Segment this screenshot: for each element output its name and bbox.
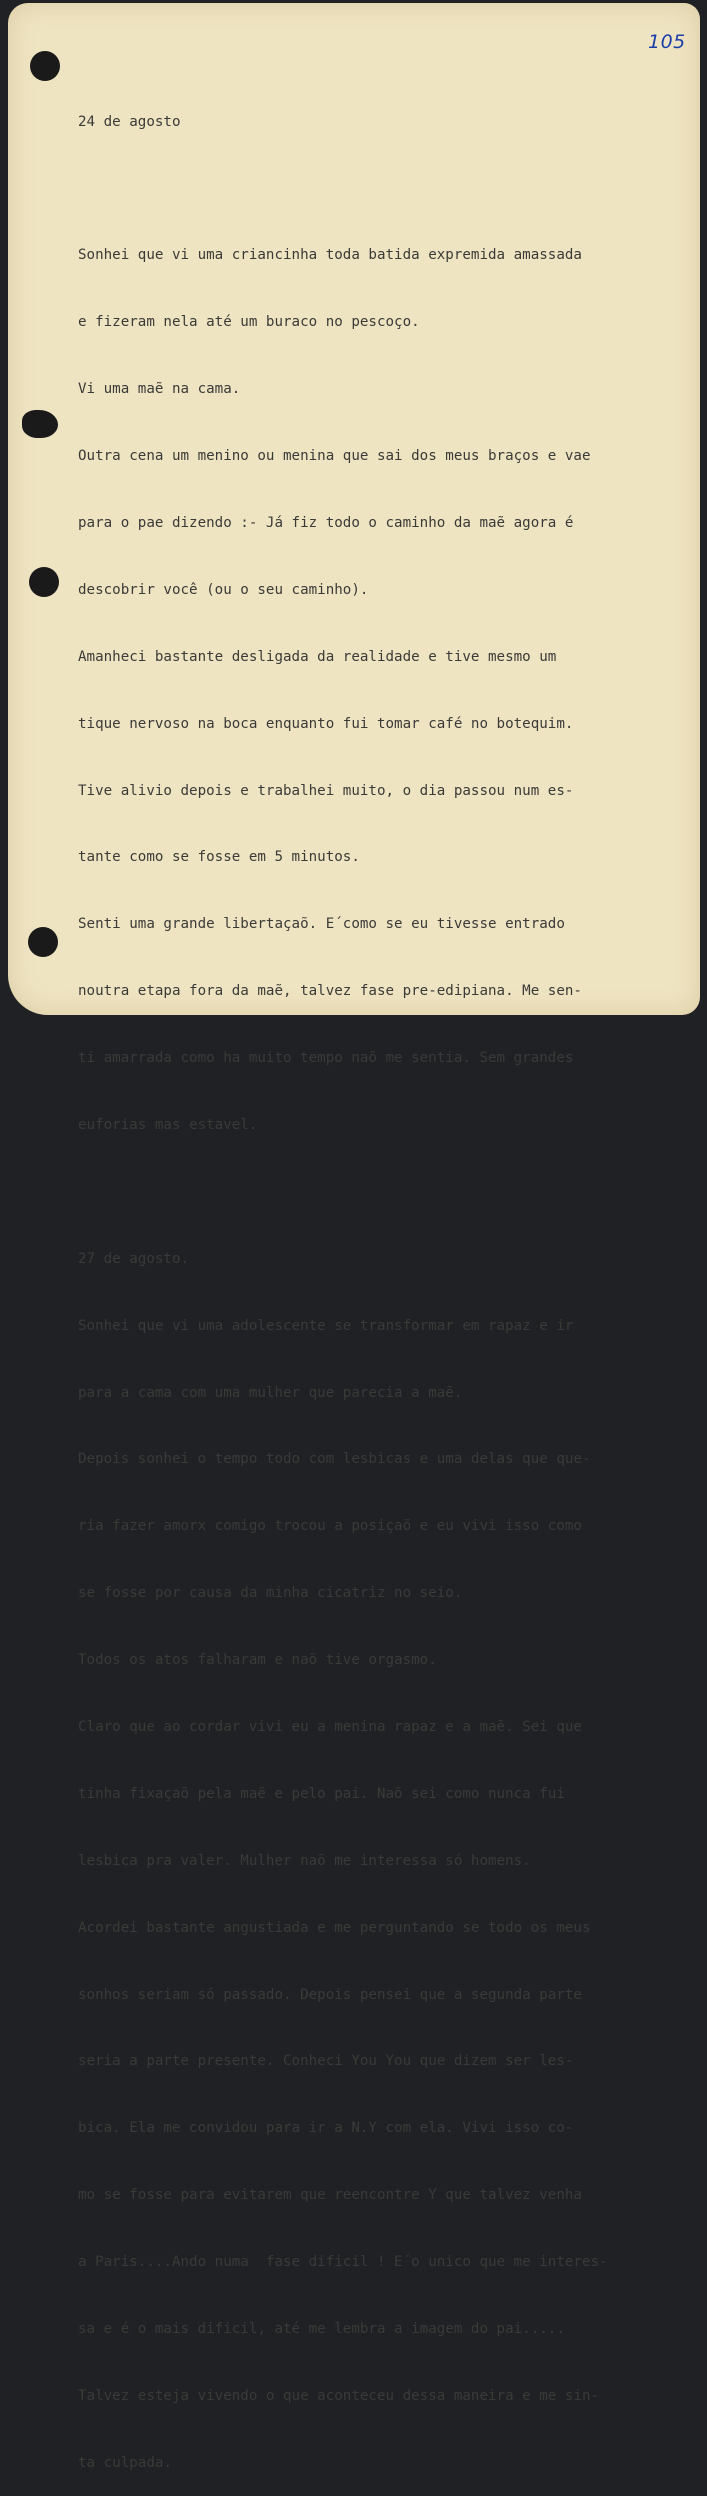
text-line: sonhos seriam só passado. Depois pensei que a segunda parte bbox=[78, 1986, 582, 2003]
text-line: Todos os atos falharam e naõ tive orgasmo. bbox=[78, 1652, 437, 1669]
text-line: Outra cena um menino ou menina que sai dos meus braços e vae bbox=[78, 448, 591, 465]
text-line: Vi uma maẽ na cama. bbox=[78, 381, 241, 398]
text-line: descobrir você (ou o seu caminho). bbox=[78, 581, 369, 598]
blank-line bbox=[78, 177, 698, 199]
punch-hole bbox=[30, 51, 60, 81]
text-line: Senti uma grande libertaçaõ. E´como se eu tivesse entrado bbox=[78, 916, 565, 933]
punch-hole bbox=[28, 927, 58, 957]
text-line: Depois sonhei o tempo todo com lesbicas e uma delas que que- bbox=[78, 1451, 591, 1468]
text-line: noutra etapa fora da maẽ, talvez fase pre-edipiana. Me sen- bbox=[78, 983, 582, 1000]
text-line: tinha fixaçaõ pela maẽ e pelo pai. Naõ sei como nunca fui bbox=[78, 1785, 565, 1802]
text-line: Acordei bastante angustiada e me perguntando se todo os meus bbox=[78, 1919, 591, 1936]
entry-date: 24 de agosto bbox=[78, 113, 181, 130]
blank-line bbox=[78, 1181, 698, 1203]
text-line: ria fazer amorx comigo trocou a posiçaõ e eu vivi isso como bbox=[78, 1518, 582, 1535]
text-line: Sonhei que vi uma adolescente se transformar em rapaz e ir bbox=[78, 1317, 574, 1334]
text-line: a Paris....Ando numa fase dificil ! E´o unico que me interes- bbox=[78, 2254, 608, 2271]
page-number: 105 bbox=[648, 31, 686, 53]
text-line: se fosse por causa da minha cicatriz no seio. bbox=[78, 1585, 463, 1602]
text-line: Talvez esteja vivendo o que aconteceu dessa maneira e me sin- bbox=[78, 2387, 600, 2404]
text-line: Sonhei que vi uma criancinha toda batida expremida amassada bbox=[78, 247, 582, 264]
punch-hole bbox=[22, 410, 58, 438]
text-line: para a cama com uma mulher que parecia a maẽ. bbox=[78, 1384, 463, 1401]
text-line: seria a parte presente. Conheci You You que dizem ser les- bbox=[78, 2053, 574, 2070]
text-line: Amanheci bastante desligada da realidade e tive mesmo um bbox=[78, 648, 557, 665]
text-line: sa e é o mais dificil, até me lembra a imagem do pai..... bbox=[78, 2320, 565, 2337]
text-line: mo se fosse para evitarem que reencontre Y que talvez venha bbox=[78, 2187, 582, 2204]
text-line: ti amarrada como ha muito tempo naõ me sentia. Sem grandes bbox=[78, 1050, 574, 1067]
entry-date: 27 de agosto. bbox=[78, 1250, 190, 1267]
diary-text bbox=[78, 66, 698, 2496]
text-line: euforias mas estavel. bbox=[78, 1116, 258, 1133]
text-line: Claro que ao cordar vivi eu a menina rapaz e a maẽ. Sei que bbox=[78, 1718, 582, 1735]
text-line: Tive alivio depois e trabalhei muito, o dia passou num es- bbox=[78, 782, 574, 799]
text-line: tique nervoso na boca enquanto fui tomar café no botequim. bbox=[78, 715, 574, 732]
text-line: bica. Ela me convidou para ir a N.Y com ela. Vivi isso co- bbox=[78, 2120, 574, 2137]
text-line: e fizeram nela até um buraco no pescoço. bbox=[78, 314, 420, 331]
text-line: lesbica pra valer. Mulher naõ me interessa só homens. bbox=[78, 1852, 531, 1869]
punch-hole bbox=[29, 567, 59, 597]
text-line: tante como se fosse em 5 minutos. bbox=[78, 849, 360, 866]
text-line: para o pae dizendo :- Já fiz todo o caminho da maẽ agora é bbox=[78, 514, 574, 531]
text-line: ta culpada. bbox=[78, 2454, 172, 2471]
